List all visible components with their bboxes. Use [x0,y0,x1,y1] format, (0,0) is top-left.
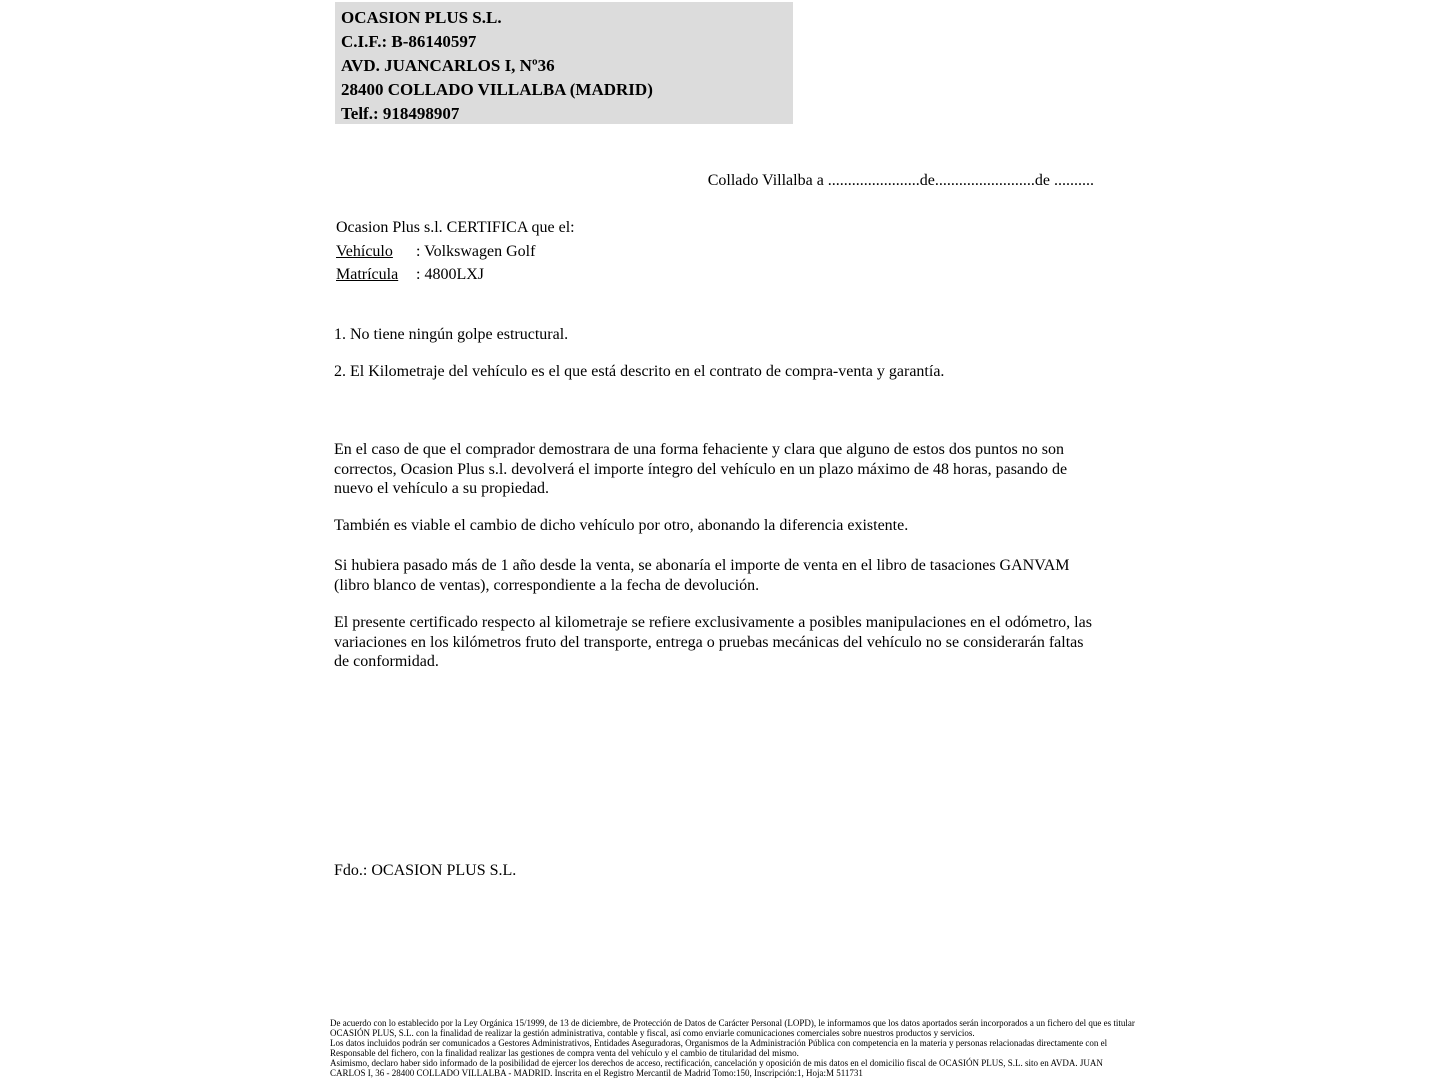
plate-field [336,263,575,287]
vehicle-value: : Volkswagen Golf [416,242,536,260]
plate-value: : 4800LXJ [416,266,484,283]
vehicle-field [336,240,575,264]
company-cif: C.I.F.: B-86140597 [341,32,477,51]
legal-line: CARLOS I, 36 - 28400 COLLADO VILLALBA - MADRID. Inscrita en el Registro Mercantil de Madrid Tomo:150, Inscripción:1, Hoja:M 511731 [330,1067,863,1078]
plate-label: Matrícula [336,266,399,283]
legal-line: Los datos incluidos podrán ser comunicados a Gestores Administrativos, Entidades Aseguradoras, Organismos de la Administración Pública con competencia en la materia y personas relacionadas directamente con el [330,1037,1108,1048]
point-structural: 1. No tiene ningún golpe estructural. [334,326,569,343]
point-mileage: 2. El Kilometraje del vehículo es el que está descrito en el contrato de compra-venta y garantía. [334,363,945,380]
date-line: Collado Villalba a .......................de.........................de .......... [707,172,1094,189]
legal-line: De acuerdo con lo establecido por la Ley Orgánica 15/1999, de 13 de diciembre, de Protección de Datos de Carácter Personal (LOPD), le informamos que los datos aportados serán incorporados a un fichero del que es titular [330,1018,1135,1028]
vehicle-label: Vehículo [336,242,393,260]
certification-block [336,216,575,287]
company-letterhead [335,2,793,124]
legal-line: Asimismo, declaro haber sido informado de la posibilidad de ejercer los derechos de acceso, rectificación, cancelación y oposición de mis datos en el domicilio fiscal de OCASIÓN PLUS, S.L. sito en AVDA. JUAN [330,1057,1103,1068]
paragraph-exchange: También es viable el cambio de dicho vehículo por otro, abonando la diferencia existente. [334,517,909,534]
company-name: OCASION PLUS S.L. [341,8,502,27]
paragraph-ganvam: Si hubiera pasado más de 1 año desde la venta, se abonaría el importe de venta en el libro de tasaciones GANVAM (libro blanco de ventas), correspondiente a la fecha de devolución. [334,557,1070,594]
paragraph-odometer: El presente certificado respecto al kilometraje se refiere exclusivamente a posibles manipulaciones en el odómetro, las variaciones en los kilómetros fruto del transporte, entrega o pruebas mecánicas del vehículo no se considerarán faltas de conformidad. [334,614,1092,670]
legal-footer [330,1019,1135,1078]
paragraph-refund: En el caso de que el comprador demostrara de una forma fehaciente y clara que alguno de estos dos puntos no son correctos, Ocasion Plus s.l. devolverá el importe íntegro del vehículo en un plazo máximo de 48 horas, pasando de nuevo el vehículo a su propiedad. [334,441,1068,497]
certification-intro: Ocasion Plus s.l. CERTIFICA que el: [336,219,575,236]
company-phone: Telf.: 918498907 [341,104,460,123]
company-city: 28400 COLLADO VILLALBA (MADRID) [341,80,653,99]
legal-line: Responsable del fichero, con la finalidad realizar las gestiones de compra venta del vehículo y el cambio de titularidad del mismo. [330,1047,799,1058]
legal-line: OCASIÓN PLUS, S.L. con la finalidad de realizar la gestión administrativa, contable y fiscal, así como enviarle comunicaciones comerciales sobre nuestros productos y servicios. [330,1027,975,1038]
company-address: AVD. JUANCARLOS I, Nº36 [341,56,555,75]
signature-line: Fdo.: OCASION PLUS S.L. [334,862,517,879]
